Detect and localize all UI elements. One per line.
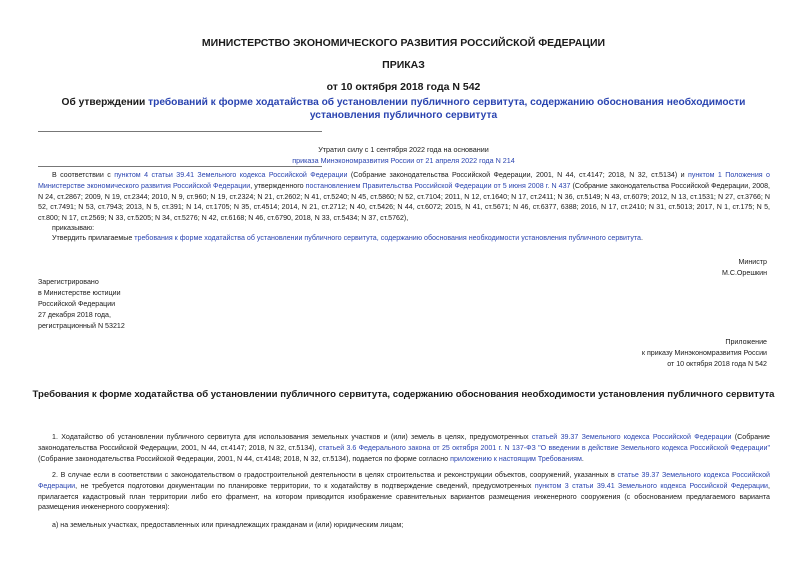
appendix-line: Приложение: [725, 338, 767, 346]
order-word: приказываю:: [52, 224, 95, 232]
link-article-39-37[interactable]: статье 39.37 Земельного кодекса Российской Федерации: [38, 471, 770, 490]
lost-force-text: Утратил силу с 1 сентября 2022 года на основании: [318, 145, 489, 154]
paragraph-text: , прилагается кадастровый план территории либо его фрагмент, на котором приводится изображение сравнительных вариантов размещения инженерного сооружения (с обоснованием предлагаемого варианта размещения инженерного сооружения):: [38, 481, 770, 512]
approve-text: Утвердить прилагаемые: [52, 234, 135, 242]
paragraph-2: [38, 470, 770, 513]
preamble-text: В соответствии с: [52, 171, 115, 179]
paragraph-text: (Собрание законодательства Российской Федерации, 2001, N 44, ст.4147; 2018, N 32, ст.5134),: [38, 433, 770, 452]
link-article-39-41[interactable]: пунктом 3 статьи 39.41 Земельного кодекса Российской Федерации: [534, 481, 769, 490]
approve-end: .: [641, 234, 643, 242]
registration-block: [38, 277, 125, 332]
registration-line: регистрационный N 53212: [38, 322, 125, 330]
registration-line: Зарегистрировано: [38, 278, 99, 286]
paragraph-3a: а) на земельных участках, предоставленных или принадлежащих гражданам и (или) юридическим лицам;: [52, 521, 404, 529]
preamble: [38, 170, 770, 224]
ministry-name: МИНИСТЕРСТВО ЭКОНОМИЧЕСКОГО РАЗВИТИЯ РОССИЙСКОЙ ФЕДЕРАЦИИ: [201, 37, 606, 49]
divider: [38, 131, 322, 132]
registration-line: в Министерстве юстиции: [38, 289, 121, 297]
link-article-3-6[interactable]: статьей 3.6 Федерального закона от 25 октября 2001 г. N 137-ФЗ "О введении в действие Земельного кодекса Российской Федерации": [318, 443, 770, 452]
requirements-title: Требования к форме ходатайства об установлении публичного сервитута, содержанию обоснования необходимости установления публичного сервитута: [32, 389, 775, 400]
order-title-link[interactable]: требований к форме ходатайства об установлении публичного сервитута, содержанию обоснования необходимости установления публичного сервитута: [148, 97, 746, 121]
appendix-line: к приказу Минэкономразвития России: [641, 349, 767, 357]
signature-role: Министр: [738, 258, 767, 266]
signature-name: М.С.Орешкин: [721, 269, 767, 277]
preamble-text: , утвержденного: [250, 181, 306, 190]
appendix-header: [642, 337, 767, 370]
paragraph-text: 2. В случае если в соответствии с законодательством о градостроительной деятельности в целях строительства и реконструкции объектов, сооружений, указанных в: [52, 471, 618, 479]
approve-link[interactable]: требования к форме ходатайства об установлении публичного сервитута, содержанию обоснования необходимости установления публичного сервитута: [134, 234, 641, 242]
registration-line: 27 декабря 2018 года,: [38, 311, 111, 319]
lost-force-note: [0, 144, 807, 166]
lost-force-link[interactable]: приказа Минэкономразвития России от 21 апреля 2022 года N 214: [292, 156, 515, 165]
paragraph-text: 1. Ходатайство об установлении публичного сервитута для использования земельных участков и (или) земель в целях, предусмотренных: [52, 433, 532, 441]
link-article-39-37[interactable]: статьей 39.37 Земельного кодекса Российской Федерации: [531, 433, 732, 441]
link-appendix[interactable]: приложению к настоящим Требованиям: [450, 454, 582, 463]
preamble-link-decree[interactable]: постановлением Правительства Российской Федерации от 5 июня 2008 г. N 437: [305, 181, 571, 190]
order-title: [30, 96, 777, 122]
order-title-prefix: Об утверждении: [61, 97, 149, 108]
paragraph-1: [38, 432, 770, 464]
preamble-text: (Собрание законодательства Российской Федерации, 2001, N 44, ст.4147; 2018, N 32, ст.5134) и: [347, 171, 688, 179]
preamble-link-regulation[interactable]: пунктом 1 Положения о Министерстве экономического развития Российской Федерации: [38, 171, 770, 190]
appendix-line: от 10 октября 2018 года N 542: [667, 360, 767, 368]
signature-block: [722, 257, 767, 279]
order-date: от 10 октября 2018 года N 542: [326, 81, 481, 93]
preamble-link-land-code[interactable]: пунктом 4 статьи 39.41 Земельного кодекса Российской Федерации: [114, 171, 348, 179]
paragraph-text: (Собрание законодательства Российской Федерации, 2001, N 44, ст.4148; 2018, N 32, ст.5134), подается по форме согласно: [38, 454, 451, 463]
registration-line: Российской Федерации: [38, 300, 116, 308]
paragraph-text: .: [581, 454, 584, 463]
preamble-text: (Собрание законодательства Российской Федерации, 2008, N 24, ст.2867; 2009, N 19, ст.2344; 2010, N 9, ст.960; N 19, ст.2324; N 21, ст.2602; N 41, ст.5240; N 45, ст.5860; N 52, ст.7104; 2011, N 12, ст.1640; N 17, ст.2411; N 36, ст.5149; N 43, ст.6079; 2012, N 13, ст.1531; N 27, ст.3766; N 52, ст.7491; N 53, ст.7943; 2013, N 5, ст.391; N 14, ст.1705; N 35, ст.4514; 2014, N 21, ст.2712; N 40, ст.5426; N 44, ст.6072; 2015, N 41, ст.5671; N 46, ст.6377, 6388; 2016, N 17, ст.2410; N 31, ст.5013; 2017, N 1, ст.175; N 5, ст.800; N 17, ст.2569; N 33, ст.5205; N 34, ст.5276; N 42, ст.6168; N 46, ст.6790, 2018, N 33, ст.5434; N 37, ст.5762),: [38, 181, 770, 223]
approve-clause: [52, 234, 772, 242]
divider: [38, 166, 322, 167]
document-type: ПРИКАЗ: [382, 59, 425, 71]
paragraph-text: , не требуется подготовки документации по планировке территории, то к ходатайству в подтверждение сведений, предусмотренных: [75, 481, 535, 490]
